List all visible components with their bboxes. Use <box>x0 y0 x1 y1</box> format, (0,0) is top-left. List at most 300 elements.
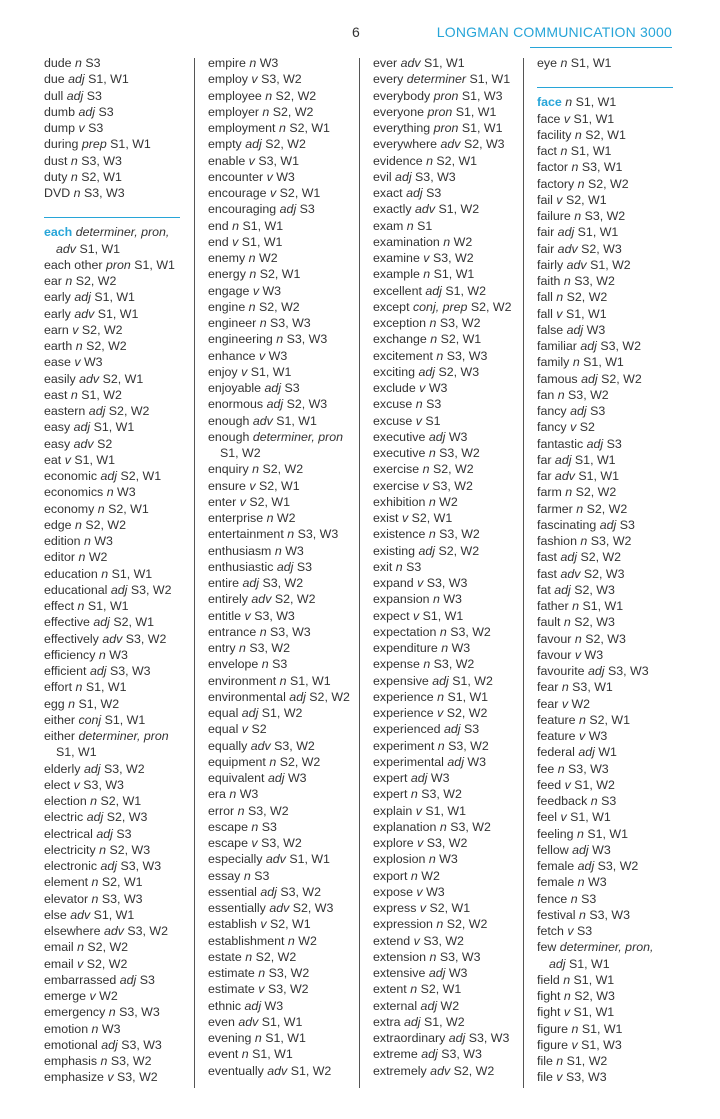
frequency-band: S1, W1 <box>85 680 127 695</box>
section-head-entry <box>537 94 673 110</box>
frequency-band: S2, W2 <box>432 462 474 477</box>
part-of-speech: v <box>249 478 256 493</box>
frequency-band: S3, W2 <box>432 251 474 265</box>
frequency-band: S3, W3 <box>286 332 328 347</box>
word-entry <box>373 429 509 445</box>
headword: explore <box>373 836 414 850</box>
part-of-speech: v <box>73 777 80 792</box>
headword: event <box>208 1047 239 1062</box>
part-of-speech: v <box>270 186 277 200</box>
frequency-band: S1, W1 <box>573 111 615 126</box>
headword: efficiency <box>44 647 96 662</box>
part-of-speech: n <box>577 875 585 890</box>
headword: experience <box>373 689 434 704</box>
part-of-speech: n <box>287 527 295 542</box>
word-entry <box>373 721 509 737</box>
word-entry <box>373 608 509 624</box>
part-of-speech: n <box>441 641 449 655</box>
headword: file <box>537 1070 553 1085</box>
headword: estimate <box>208 982 255 997</box>
word-entry <box>208 1063 346 1079</box>
headword: evening <box>208 1031 252 1045</box>
section-gap <box>537 71 673 87</box>
word-entry <box>373 331 509 347</box>
word-entry <box>208 738 346 754</box>
part-of-speech: n <box>259 316 267 330</box>
frequency-band: S2 <box>97 436 113 451</box>
part-of-speech: n <box>422 462 430 477</box>
word-entry <box>373 949 509 965</box>
part-of-speech: adj <box>421 1047 438 1062</box>
part-of-speech: n <box>560 56 568 70</box>
word-entry <box>537 826 673 842</box>
part-of-speech: n <box>68 696 76 711</box>
word-entry <box>537 143 673 159</box>
frequency-band: S3, W3 <box>119 1005 160 1020</box>
frequency-band: S3 <box>116 826 132 841</box>
word-entry <box>44 907 180 923</box>
part-of-speech: v <box>574 647 582 662</box>
part-of-speech: n <box>245 949 253 964</box>
headword: exclude <box>373 381 416 395</box>
word-entry <box>537 712 673 728</box>
headword: fail <box>537 192 553 207</box>
part-of-speech: adv <box>269 901 290 915</box>
headword: fight <box>537 989 561 1003</box>
part-of-speech: n <box>78 550 86 565</box>
headword: fancy <box>537 420 567 435</box>
word-entry <box>537 582 673 598</box>
part-of-speech: n <box>83 534 91 548</box>
headword: estimate <box>208 966 255 980</box>
part-of-speech: adv <box>557 241 578 256</box>
headword: exact <box>373 186 403 200</box>
word-entry <box>44 403 180 419</box>
word-entry <box>44 663 180 679</box>
headword: extend <box>373 933 411 948</box>
headword: festival <box>537 907 576 922</box>
frequency-band: S3 <box>254 868 270 883</box>
word-entry <box>373 461 509 477</box>
frequency-band: S1, W1 <box>250 364 292 379</box>
word-entry <box>373 494 509 510</box>
part-of-speech: adj <box>443 722 461 737</box>
part-of-speech: adj <box>83 761 101 776</box>
word-entry <box>44 956 180 972</box>
part-of-speech: adj <box>554 452 572 467</box>
part-of-speech: n <box>428 446 436 460</box>
headword: favour <box>537 631 572 646</box>
headword: fear <box>537 680 559 695</box>
word-entry <box>373 153 509 169</box>
word-entry <box>373 185 509 201</box>
word-entry <box>208 380 346 396</box>
frequency-band: S2, W2 <box>274 592 316 607</box>
headword: expansion <box>373 592 430 607</box>
headword: especially <box>208 852 263 867</box>
frequency-band: S3, W2 <box>423 933 464 948</box>
headword: eye <box>537 56 557 70</box>
frequency-band: S1, W1 <box>134 257 175 272</box>
word-entry <box>373 1046 509 1062</box>
part-of-speech: n <box>100 1054 108 1068</box>
part-of-speech: v <box>556 192 563 207</box>
frequency-band: S1, W1 <box>94 290 135 305</box>
part-of-speech: n <box>574 209 582 223</box>
part-of-speech: adv <box>74 306 95 321</box>
part-of-speech: v <box>415 413 422 428</box>
frequency-band: W3 <box>262 283 282 298</box>
word-entry <box>373 819 509 835</box>
frequency-band: S2, W3 <box>574 582 615 597</box>
headword: fear <box>537 696 559 711</box>
frequency-band: W2 <box>440 998 460 1013</box>
word-entry <box>208 608 346 624</box>
headword: examine <box>373 251 420 265</box>
frequency-band: S3, W2 <box>439 527 480 542</box>
part-of-speech: adj <box>578 745 595 760</box>
word-entry <box>208 981 346 997</box>
headword: employ <box>208 72 248 87</box>
frequency-band: S3, W2 <box>426 836 468 850</box>
frequency-band: S3, W3 <box>468 1031 510 1045</box>
word-entry <box>44 826 180 842</box>
headword: examination <box>373 234 440 249</box>
frequency-band: S2, W2 <box>275 88 317 103</box>
headword: father <box>537 599 569 613</box>
part-of-speech: adv <box>560 566 581 581</box>
part-of-speech: v <box>239 494 246 509</box>
word-entry <box>44 484 180 500</box>
frequency-band: W3 <box>109 647 128 662</box>
part-of-speech: n <box>98 647 106 662</box>
part-of-speech: n <box>439 624 447 639</box>
part-of-speech: determiner, pron, adj <box>549 940 654 971</box>
frequency-band: S1, W2 <box>438 202 480 217</box>
word-entry <box>373 445 509 461</box>
part-of-speech: n <box>565 95 573 110</box>
headword: field <box>537 972 560 987</box>
word-entry <box>44 614 180 630</box>
headword: enough <box>208 429 250 444</box>
headword: easily <box>44 371 76 386</box>
headword: expose <box>373 884 413 899</box>
headword: enable <box>208 153 246 168</box>
headword: enterprise <box>208 511 264 525</box>
headword: emphasis <box>44 1054 98 1068</box>
word-entry <box>373 786 509 802</box>
headword: fee <box>537 761 555 776</box>
headword: enormous <box>208 397 264 412</box>
frequency-band: S3 <box>284 381 300 395</box>
headword: era <box>208 787 226 802</box>
word-entry <box>208 120 346 136</box>
part-of-speech: n <box>579 712 586 727</box>
word-entry <box>44 647 180 663</box>
frequency-band: S1, W2 <box>590 257 631 272</box>
headword: external <box>373 998 418 1013</box>
word-entry <box>208 250 346 266</box>
frequency-band: S1, W2 <box>445 283 486 298</box>
headword: dump <box>44 121 75 135</box>
frequency-band: W2 <box>421 868 440 883</box>
part-of-speech: adj <box>110 582 128 597</box>
headword: extension <box>373 949 427 964</box>
word-entry <box>373 413 509 429</box>
part-of-speech: n <box>426 153 433 168</box>
part-of-speech: adj <box>101 1037 118 1052</box>
part-of-speech: adj <box>66 88 84 103</box>
frequency-band: S2, W1 <box>440 332 482 347</box>
column-divider <box>194 58 195 1088</box>
frequency-band: S3, W3 <box>415 169 456 184</box>
frequency-band: S2, W2 <box>575 485 617 500</box>
word-entry <box>373 169 509 185</box>
word-entry <box>373 933 509 949</box>
headword: effective <box>44 615 90 630</box>
word-entry <box>44 88 180 104</box>
part-of-speech: adj <box>599 517 617 532</box>
headword: empty <box>208 137 242 152</box>
word-entry <box>208 104 346 120</box>
word-entry <box>537 55 673 71</box>
part-of-speech: n <box>428 527 436 542</box>
headword: enthusiastic <box>208 559 274 574</box>
part-of-speech: n <box>258 966 266 980</box>
part-of-speech: adj <box>428 429 446 444</box>
part-of-speech: n <box>77 940 84 955</box>
headword: explanation <box>373 819 437 834</box>
headword: eventually <box>208 1063 264 1078</box>
word-entry <box>44 306 180 322</box>
frequency-band: S3 <box>590 404 606 418</box>
word-entry <box>208 71 346 87</box>
frequency-band: S2, W3 <box>574 989 615 1003</box>
frequency-band: S3, W1 <box>572 680 613 695</box>
frequency-band: S2, W2 <box>446 917 488 932</box>
part-of-speech: adj <box>245 137 262 152</box>
part-of-speech: adv <box>415 202 436 217</box>
headword: feature <box>537 729 576 743</box>
word-entry <box>373 835 509 851</box>
headword: DVD <box>44 186 71 200</box>
headword: fascinating <box>537 517 597 532</box>
part-of-speech: n <box>91 1021 99 1036</box>
part-of-speech: n <box>261 657 269 672</box>
headword: enhance <box>208 348 256 363</box>
part-of-speech: adj <box>560 550 577 565</box>
frequency-band: S2, W3 <box>574 615 615 630</box>
part-of-speech: adj <box>586 436 604 451</box>
part-of-speech: adj <box>566 322 584 337</box>
headword: excellent <box>373 283 422 298</box>
word-entry <box>208 656 346 672</box>
headword: explain <box>373 803 413 818</box>
part-of-speech: adj <box>404 1014 421 1029</box>
word-entry <box>208 364 346 380</box>
headword: education <box>44 566 98 581</box>
frequency-band: S2, W2 <box>309 689 350 704</box>
word-entry <box>537 338 673 354</box>
headword: employer <box>208 104 259 119</box>
word-entry <box>373 380 509 396</box>
headword: electrical <box>44 826 93 841</box>
word-entry <box>208 413 346 429</box>
word-entry <box>44 468 180 484</box>
word-entry <box>537 436 673 452</box>
part-of-speech: adj <box>68 72 85 87</box>
word-entry <box>208 965 346 981</box>
word-entry <box>537 111 673 127</box>
frequency-band: S3, W3 <box>83 777 124 792</box>
word-entry <box>537 517 673 533</box>
frequency-band: S3, W3 <box>121 1037 162 1052</box>
frequency-band: S1, W1 <box>587 826 628 841</box>
word-entry <box>44 436 180 452</box>
headword: exam <box>373 218 404 233</box>
part-of-speech: adj <box>279 202 297 217</box>
word-entry <box>208 1014 346 1030</box>
part-of-speech: v <box>260 917 267 932</box>
headword: electricity <box>44 842 96 857</box>
frequency-band: S1, W1 <box>241 234 283 249</box>
part-of-speech: n <box>248 299 256 314</box>
part-of-speech: n <box>266 511 274 525</box>
part-of-speech: pron <box>427 104 453 119</box>
headword: experimental <box>373 754 444 769</box>
part-of-speech: n <box>556 1054 564 1068</box>
frequency-band: S2, W2 <box>262 462 304 477</box>
headword: emotion <box>44 1021 89 1036</box>
part-of-speech: pron <box>106 257 131 272</box>
headword: electronic <box>44 859 98 873</box>
frequency-band: W3 <box>586 322 606 337</box>
word-entry <box>373 770 509 786</box>
frequency-band: S3 <box>86 88 102 103</box>
frequency-band: W3 <box>439 852 458 867</box>
part-of-speech: n <box>557 387 565 402</box>
word-entry <box>373 315 509 331</box>
word-entry <box>208 721 346 737</box>
frequency-band: S2, W2 <box>259 299 300 314</box>
frequency-band: W3 <box>276 169 295 184</box>
headword: female <box>537 859 575 873</box>
frequency-band: W2 <box>453 234 473 249</box>
headword: fact <box>537 144 557 158</box>
frequency-band: W3 <box>451 641 471 655</box>
frequency-band: S3 <box>272 657 288 672</box>
part-of-speech: n <box>423 657 431 672</box>
frequency-band: S1, W1 <box>290 673 331 688</box>
part-of-speech: adv <box>400 56 421 70</box>
part-of-speech: n <box>423 267 431 282</box>
headword: executive <box>373 446 426 460</box>
headword: entrance <box>208 624 257 639</box>
headword: equivalent <box>208 771 265 785</box>
word-column-2 <box>208 55 350 1079</box>
headword: experienced <box>373 722 441 737</box>
part-of-speech: v <box>77 956 84 971</box>
frequency-band: S1, W1 <box>111 566 153 581</box>
frequency-band: S1, W1 <box>455 104 497 119</box>
frequency-band: S1, W2 <box>81 387 122 402</box>
part-of-speech: adj <box>418 364 436 379</box>
headword: ear <box>44 274 62 288</box>
frequency-band: S2, W2 <box>470 299 512 314</box>
word-entry <box>208 819 346 835</box>
headword: dust <box>44 153 68 168</box>
part-of-speech: adj <box>580 339 597 353</box>
section-gap <box>44 201 180 217</box>
frequency-band: S1, W1 <box>425 803 467 818</box>
frequency-band: S3, W2 <box>249 641 290 655</box>
headword: estate <box>208 949 242 964</box>
headword: example <box>373 267 420 282</box>
headword: fancy <box>537 404 567 418</box>
section-head-entry <box>44 224 180 257</box>
part-of-speech: n <box>248 251 256 265</box>
part-of-speech: n <box>439 819 447 834</box>
headword: extra <box>373 1014 401 1029</box>
word-entry <box>44 874 180 890</box>
word-entry <box>44 679 180 695</box>
headword: end <box>208 234 229 249</box>
headword: east <box>44 387 68 402</box>
headword: encourage <box>208 186 267 200</box>
part-of-speech: n <box>437 689 444 704</box>
word-entry <box>373 299 512 315</box>
word-entry <box>373 965 509 981</box>
frequency-band: S2 <box>579 420 595 435</box>
word-entry <box>537 988 673 1004</box>
headword: exhibition <box>373 494 426 509</box>
part-of-speech: adv <box>79 371 100 386</box>
part-of-speech: adv <box>566 257 587 272</box>
headword: easy <box>44 436 71 451</box>
frequency-band: W3 <box>117 485 136 500</box>
headword: elect <box>44 777 71 792</box>
headword: entire <box>208 576 239 590</box>
headword: element <box>44 875 89 890</box>
headword: faith <box>537 274 561 288</box>
part-of-speech: v <box>419 901 427 915</box>
headword: either <box>44 712 75 727</box>
word-entry <box>44 842 180 858</box>
frequency-band: S1, W1 <box>569 956 610 971</box>
headword: existence <box>373 527 426 542</box>
headword: engineer <box>208 316 257 330</box>
headword: file <box>537 1054 553 1068</box>
frequency-band: S1, W1 <box>461 121 503 135</box>
frequency-band: S3 <box>85 56 101 70</box>
word-entry <box>373 916 509 932</box>
word-entry <box>373 510 509 526</box>
headword: enquiry <box>208 462 249 477</box>
part-of-speech: n <box>410 787 418 802</box>
frequency-band: S3, W1 <box>258 153 299 168</box>
frequency-band: S3, W3 <box>439 949 481 964</box>
part-of-speech: v <box>232 234 239 249</box>
part-of-speech: n <box>571 1021 579 1036</box>
part-of-speech: adj <box>88 404 106 418</box>
headword: envelope <box>208 657 259 672</box>
word-entry <box>373 543 509 559</box>
word-entry <box>373 104 509 120</box>
part-of-speech: n <box>563 972 571 987</box>
frequency-band: W3 <box>101 1021 121 1036</box>
part-of-speech: v <box>251 72 258 87</box>
frequency-band: S1, W1 <box>79 241 121 256</box>
